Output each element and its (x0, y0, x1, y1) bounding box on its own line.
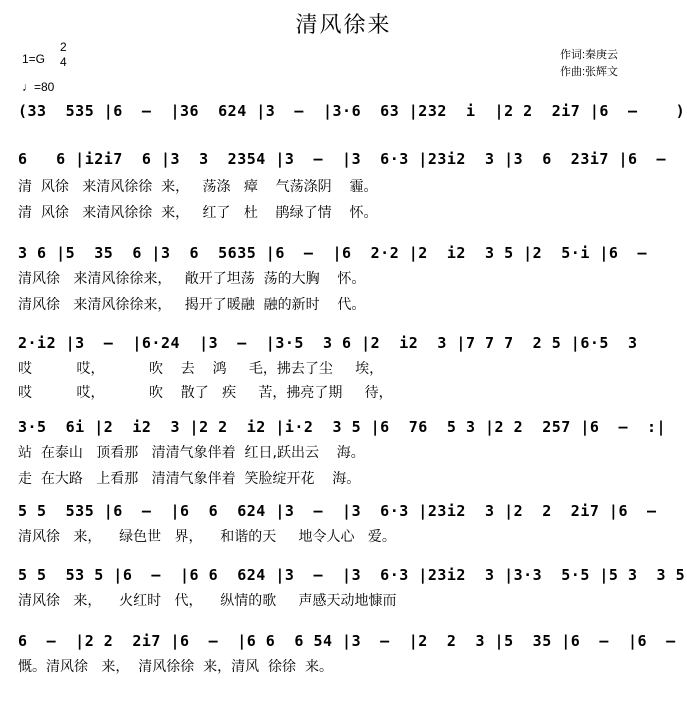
credits (560, 47, 618, 81)
notation-line: 6 6 |i2i7 6 |3 3 2354 |3 – |3 6·3 |23i2 3 |3 6 23i7 |6 – (18, 150, 667, 168)
notation-line: (33 535 |6 – |36 624 |3 – |3·6 63 |232 i |2 2 2i7 |6 – ) (18, 102, 686, 120)
lyric-line: 慨。清风徐 来， 清风徐徐 来，清风 徐徐 来。 (18, 659, 333, 675)
lyric-line: 哎 哎， 吹 去 鸿 毛，拂去了尘 埃， (18, 361, 384, 377)
notation-line: 3 6 |5 35 6 |3 6 5635 |6 – |6 2·2 |2 i2 3 5 |2 5·i |6 – (18, 244, 648, 262)
lyric-line: 哎 哎， 吹 散了 疾 苦，拂亮了期 待， (18, 385, 393, 401)
lyric-line: 清风徐 来， 火红时 代， 纵情的歌 声感天动地慷而 (18, 593, 397, 609)
key-signature: 1=G (22, 52, 46, 66)
time-signature (60, 40, 67, 70)
lyric-line: 走 在大路 上看那 清清气象伴着 笑脸绽开花 海。 (18, 471, 361, 487)
song-title: 清风徐来 (295, 13, 392, 38)
lyric-line: 清风徐 来， 绿色世 界， 和谐的天 地令人心 爱。 (18, 529, 396, 545)
time-signature-top: 2 (60, 40, 67, 54)
tempo-mark: ♩=80 (22, 80, 55, 94)
lyric-line: 清风徐 来清风徐徐来， 揭开了暖融 融的新时 代。 (18, 297, 366, 313)
lyric-line: 清风徐 来清风徐徐来， 敞开了坦荡 荡的大胸 怀。 (18, 271, 366, 287)
lyric-line: 清 风徐 来清风徐徐 来， 红了 杜 鹃绿了情 怀。 (18, 205, 378, 221)
composer-credit: 作曲:张辉文 (560, 66, 619, 78)
notation-line: 2·i2 |3 – |6·24 |3 – |3·5 3 6 |2 i2 3 |7 7 7 2 5 |6·5 3 (18, 334, 638, 352)
lyric-line: 站 在泰山 顶看那 清清气象伴着 红日,跃出云 海。 (18, 445, 365, 461)
lyric-line: 清 风徐 来清风徐徐 来， 荡涤 瘴 气荡涤阴 霾。 (18, 179, 378, 195)
lyricist-credit: 作词:秦庚云 (560, 49, 619, 61)
notation-line: 5 5 535 |6 – |6 6 624 |3 – |3 6·3 |23i2 3 |2 2 2i7 |6 – (18, 502, 657, 520)
time-signature-bottom: 4 (60, 55, 67, 69)
notation-line: 6 – |2 2 2i7 |6 – |6 6 6 54 |3 – |2 2 3 |5 35 |6 – |6 – (18, 632, 676, 650)
notation-line: 3·5 6i |2 i2 3 |2 2 i2 |i·2 3 5 |6 76 5 3 |2 2 257 |6 – :| (18, 418, 667, 436)
notation-line: 5 5 53 5 |6 – |6 6 624 |3 – |3 6·3 |23i2 3 |3·3 5·5 |5 3 3 5 (18, 566, 686, 584)
